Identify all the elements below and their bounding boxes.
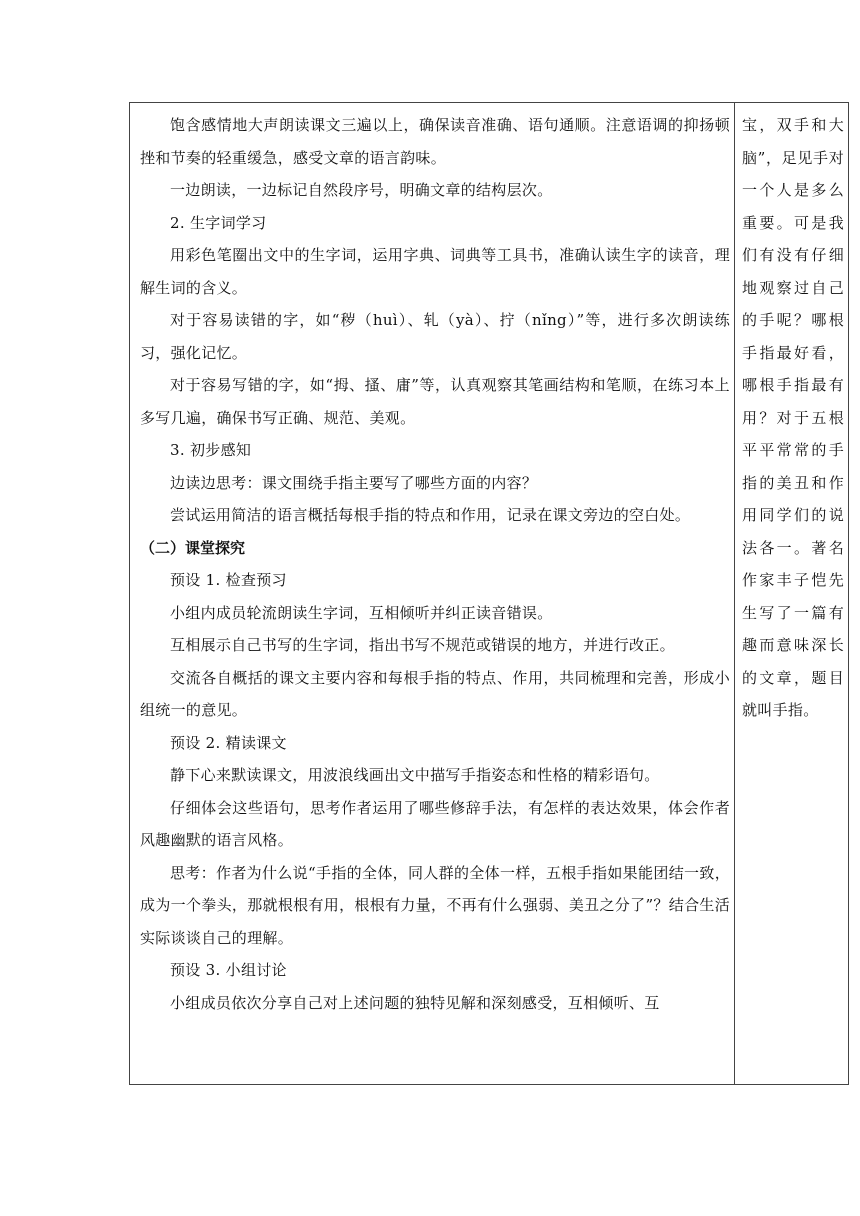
paragraph: 静下心来默读课文，用波浪线画出文中描写手指姿态和性格的精彩语句。 <box>170 766 660 784</box>
paragraph: 一边朗读，一边标记自然段序号，明确文章的结构层次。 <box>170 181 553 199</box>
side-note-text: 宝，双手和大脑”，足见手对一个人是多么重要。可是我们有没有仔细地观察过自己的手呢？哪根手指最好看，哪根手指最有用？对于五根平平常常的手指的美丑和作用同学们的说法各一。著名作家丰子恺先生写了一篇有趣而意味深长的文章，题目就叫手指。 <box>742 116 844 719</box>
paragraph: 交流各自概括的课文主要内容和每根手指的特点、作用，共同梳理和完善，形成小组统一的意见。 <box>140 668 730 719</box>
paragraph: 尝试运用简洁的语言概括每根手指的特点和作用，记录在课文旁边的空白处。 <box>170 506 691 524</box>
paragraph: 3. 初步感知 <box>170 441 252 459</box>
paragraph: 预设 3. 小组讨论 <box>170 961 287 979</box>
paragraph: 对于容易读错的字，如“秽（huì）、轧（yà）、拧（nǐng）”等，进行多次朗读练习，强化记忆。 <box>140 311 730 362</box>
column-divider <box>734 103 735 1084</box>
lesson-plan-table <box>129 102 849 1085</box>
section-heading: （二）课堂探究 <box>140 538 246 557</box>
paragraph: 预设 2. 精读课文 <box>170 733 287 752</box>
paragraph: 小组成员依次分享自己对上述问题的独特见解和深刻感受，互相倾听、互 <box>170 993 660 1012</box>
paragraph: 思考：作者为什么说“手指的全体，同人群的全体一样，五根手指如果能团结一致，成为一个拳头，那就根根有用，根根有力量，不再有什么强弱、美丑之分了”？结合生活实际谈谈自己的理解。 <box>140 863 730 947</box>
side-notes-column <box>738 103 850 727</box>
paragraph: 用彩色笔圈出文中的生字词，运用字典、词典等工具书，准确认读生字的读音，理解生词的含义。 <box>140 246 730 297</box>
paragraph: 边读边思考：课文围绕手指主要写了哪些方面的内容？ <box>170 473 538 492</box>
paragraph: 预设 1. 检查预习 <box>170 571 287 589</box>
paragraph: 2. 生字词学习 <box>170 213 267 232</box>
paragraph: 小组内成员轮流朗读生字词，互相倾听并纠正读音错误。 <box>170 603 553 622</box>
paragraph: 仔细体会这些语句，思考作者运用了哪些修辞手法，有怎样的表达效果，体会作者风趣幽默的语言风格。 <box>140 798 730 849</box>
main-content-column <box>130 103 734 1019</box>
paragraph: 饱含感情地大声朗读课文三遍以上，确保读音准确、语句通顺。注意语调的抑扬顿挫和节奏的轻重缓急，感受文章的语言韵味。 <box>140 116 730 167</box>
paragraph: 互相展示自己书写的生字词，指出书写不规范或错误的地方，并进行改正。 <box>170 636 675 654</box>
paragraph: 对于容易写错的字，如“拇、搔、庸”等，认真观察其笔画结构和笔顺，在练习本上多写几遍，确保书写正确、规范、美观。 <box>140 376 730 427</box>
